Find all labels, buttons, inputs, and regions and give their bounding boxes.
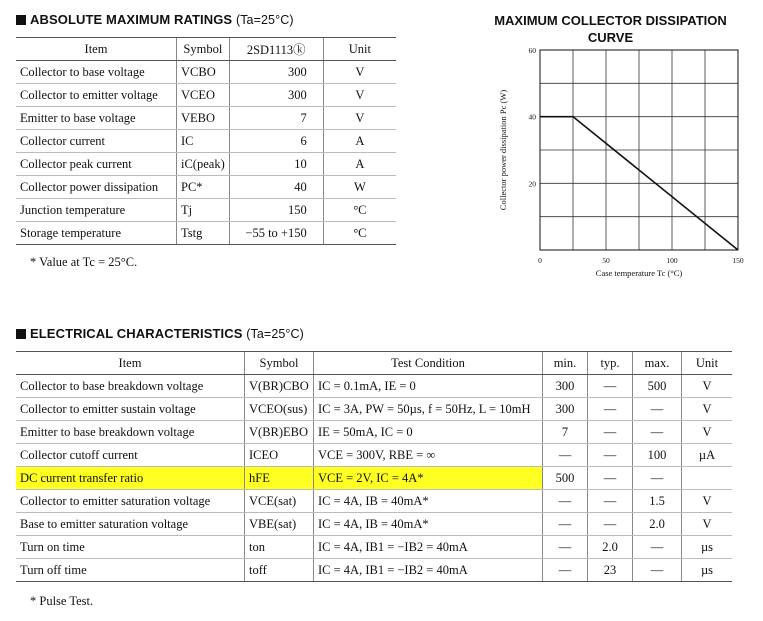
y-tick-label: 20 bbox=[528, 179, 536, 189]
abs-max-unit: V bbox=[323, 107, 396, 130]
abs-max-symbol: Tstg bbox=[177, 222, 230, 245]
table-row bbox=[16, 61, 396, 84]
abs-max-header-item: Item bbox=[16, 38, 177, 61]
table-row bbox=[16, 536, 732, 559]
elec-unit bbox=[682, 467, 733, 490]
elec-symbol: V(BR)EBO bbox=[245, 421, 314, 444]
table-row bbox=[16, 421, 732, 444]
elec-min: — bbox=[543, 444, 588, 467]
table-row bbox=[16, 559, 732, 582]
elec-min: — bbox=[543, 490, 588, 513]
elec-max: 100 bbox=[633, 444, 682, 467]
elec-unit: V bbox=[682, 398, 733, 421]
elec-unit: V bbox=[682, 421, 733, 444]
abs-max-condition: (Ta=25°C) bbox=[235, 13, 294, 27]
abs-max-item: Junction temperature bbox=[16, 199, 177, 222]
table-row bbox=[16, 107, 396, 130]
abs-max-item: Collector current bbox=[16, 130, 177, 153]
abs-max-body bbox=[16, 61, 396, 245]
elec-unit: µs bbox=[682, 559, 733, 582]
abs-max-symbol: iC(peak) bbox=[177, 153, 230, 176]
table-row bbox=[16, 444, 732, 467]
elec-typ: — bbox=[588, 467, 633, 490]
elec-header-min: min. bbox=[543, 352, 588, 375]
y-axis-label: Collector power dissipation Pc (W) bbox=[498, 89, 508, 211]
elec-item: DC current transfer ratio bbox=[16, 467, 245, 490]
table-row bbox=[16, 84, 396, 107]
elec-footnote: * Pulse Test. bbox=[30, 594, 94, 608]
elec-header-typ: typ. bbox=[588, 352, 633, 375]
elec-symbol: VCE(sat) bbox=[245, 490, 314, 513]
abs-max-value: 10 bbox=[229, 153, 323, 176]
y-tick-label: 40 bbox=[528, 112, 536, 122]
abs-max-symbol: IC bbox=[177, 130, 230, 153]
elec-symbol: VCEO(sus) bbox=[245, 398, 314, 421]
elec-unit: V bbox=[682, 490, 733, 513]
abs-max-unit: A bbox=[323, 153, 396, 176]
elec-min: — bbox=[543, 559, 588, 582]
table-row bbox=[16, 375, 732, 398]
elec-typ: — bbox=[588, 398, 633, 421]
elec-condition: IC = 0.1mA, IE = 0 bbox=[314, 375, 543, 398]
elec-condition: VCE = 2V, IC = 4A* bbox=[314, 467, 543, 490]
square-bullet-icon bbox=[16, 15, 26, 25]
abs-max-item: Collector peak current bbox=[16, 153, 177, 176]
abs-max-symbol: VCEO bbox=[177, 84, 230, 107]
abs-max-symbol: Tj bbox=[177, 199, 230, 222]
elec-typ: — bbox=[588, 375, 633, 398]
abs-max-header-row bbox=[16, 38, 396, 61]
abs-max-header-part: 2SD1113ⓚ bbox=[229, 38, 323, 61]
elec-unit: V bbox=[682, 375, 733, 398]
abs-max-item: Collector power dissipation bbox=[16, 176, 177, 199]
elec-title bbox=[16, 326, 304, 341]
abs-max-title bbox=[16, 12, 294, 27]
elec-header-max: max. bbox=[633, 352, 682, 375]
table-row bbox=[16, 467, 732, 490]
elec-symbol: ton bbox=[245, 536, 314, 559]
elec-symbol: VBE(sat) bbox=[245, 513, 314, 536]
elec-max: — bbox=[633, 398, 682, 421]
abs-max-title-text: ABSOLUTE MAXIMUM RATINGS bbox=[30, 12, 233, 27]
abs-max-item: Collector to base voltage bbox=[16, 61, 177, 84]
elec-typ: — bbox=[588, 513, 633, 536]
elec-item: Turn on time bbox=[16, 536, 245, 559]
elec-min: — bbox=[543, 513, 588, 536]
elec-min: 500 bbox=[543, 467, 588, 490]
table-row bbox=[16, 398, 732, 421]
elec-header-symbol: Symbol bbox=[245, 352, 314, 375]
elec-unit: V bbox=[682, 513, 733, 536]
abs-max-value: 300 bbox=[229, 61, 323, 84]
elec-min: 300 bbox=[543, 375, 588, 398]
table-row bbox=[16, 176, 396, 199]
elec-typ: — bbox=[588, 444, 633, 467]
abs-max-unit: V bbox=[323, 61, 396, 84]
abs-max-item: Storage temperature bbox=[16, 222, 177, 245]
elec-title-text: ELECTRICAL CHARACTERISTICS bbox=[30, 326, 243, 341]
elec-unit: µA bbox=[682, 444, 733, 467]
abs-max-item: Collector to emitter voltage bbox=[16, 84, 177, 107]
elec-condition: VCE = 300V, RBE = ∞ bbox=[314, 444, 543, 467]
abs-max-header-unit: Unit bbox=[323, 38, 396, 61]
elec-header-row bbox=[16, 352, 732, 375]
table-row bbox=[16, 222, 396, 245]
table-row bbox=[16, 490, 732, 513]
square-bullet-icon bbox=[16, 329, 26, 339]
elec-symbol: ICEO bbox=[245, 444, 314, 467]
elec-item: Collector to base breakdown voltage bbox=[16, 375, 245, 398]
elec-unit: µs bbox=[682, 536, 733, 559]
abs-max-symbol: VCBO bbox=[177, 61, 230, 84]
x-tick-label: 100 bbox=[666, 256, 678, 265]
abs-max-header-symbol: Symbol bbox=[177, 38, 230, 61]
abs-max-unit: V bbox=[323, 84, 396, 107]
x-tick-label: 150 bbox=[732, 256, 744, 265]
table-row bbox=[16, 199, 396, 222]
elec-typ: — bbox=[588, 490, 633, 513]
abs-max-table bbox=[16, 37, 396, 245]
table-row bbox=[16, 513, 732, 536]
elec-max: — bbox=[633, 467, 682, 490]
table-row bbox=[16, 130, 396, 153]
elec-max: — bbox=[633, 421, 682, 444]
elec-item: Turn off time bbox=[16, 559, 245, 582]
dissipation-chart bbox=[490, 40, 755, 285]
abs-max-footnote: * Value at Tc = 25°C. bbox=[30, 255, 138, 269]
elec-item: Collector to emitter saturation voltage bbox=[16, 490, 245, 513]
elec-min: 7 bbox=[543, 421, 588, 444]
elec-header-unit: Unit bbox=[682, 352, 733, 375]
elec-header-item: Item bbox=[16, 352, 245, 375]
elec-condition: IE = 50mA, IC = 0 bbox=[314, 421, 543, 444]
elec-typ: 2.0 bbox=[588, 536, 633, 559]
elec-condition: (Ta=25°C) bbox=[246, 327, 304, 341]
elec-header-condition: Test Condition bbox=[314, 352, 543, 375]
elec-symbol: hFE bbox=[245, 467, 314, 490]
abs-max-unit: W bbox=[323, 176, 396, 199]
abs-max-unit: °C bbox=[323, 222, 396, 245]
elec-item: Collector to emitter sustain voltage bbox=[16, 398, 245, 421]
elec-typ: — bbox=[588, 421, 633, 444]
elec-max: 500 bbox=[633, 375, 682, 398]
abs-max-unit: °C bbox=[323, 199, 396, 222]
abs-max-value: 300 bbox=[229, 84, 323, 107]
elec-body bbox=[16, 375, 732, 582]
elec-item: Emitter to base breakdown voltage bbox=[16, 421, 245, 444]
elec-condition: IC = 4A, IB = 40mA* bbox=[314, 513, 543, 536]
abs-max-value: 6 bbox=[229, 130, 323, 153]
x-tick-label: 0 bbox=[538, 256, 542, 265]
elec-max: 1.5 bbox=[633, 490, 682, 513]
elec-table bbox=[16, 351, 732, 582]
y-tick-label: 60 bbox=[528, 46, 536, 55]
abs-max-unit: A bbox=[323, 130, 396, 153]
x-tick-label: 50 bbox=[602, 256, 610, 265]
elec-condition: IC = 4A, IB1 = −IB2 = 40mA bbox=[314, 559, 543, 582]
table-row bbox=[16, 153, 396, 176]
abs-max-value: −55 to +150 bbox=[229, 222, 323, 245]
elec-min: — bbox=[543, 536, 588, 559]
elec-symbol: toff bbox=[245, 559, 314, 582]
elec-min: 300 bbox=[543, 398, 588, 421]
elec-max: — bbox=[633, 536, 682, 559]
abs-max-value: 150 bbox=[229, 199, 323, 222]
elec-symbol: V(BR)CBO bbox=[245, 375, 314, 398]
abs-max-value: 7 bbox=[229, 107, 323, 130]
elec-max: 2.0 bbox=[633, 513, 682, 536]
elec-condition: IC = 4A, IB = 40mA* bbox=[314, 490, 543, 513]
abs-max-value: 40 bbox=[229, 176, 323, 199]
chart-title: MAXIMUM COLLECTOR DISSIPATION CURVE bbox=[494, 13, 727, 45]
x-axis-label: Case temperature Tc (°C) bbox=[595, 268, 683, 278]
elec-item: Base to emitter saturation voltage bbox=[16, 513, 245, 536]
abs-max-item: Emitter to base voltage bbox=[16, 107, 177, 130]
abs-max-symbol: VEBO bbox=[177, 107, 230, 130]
elec-condition: IC = 4A, IB1 = −IB2 = 40mA bbox=[314, 536, 543, 559]
elec-typ: 23 bbox=[588, 559, 633, 582]
abs-max-symbol: PC* bbox=[177, 176, 230, 199]
elec-condition: IC = 3A, PW = 50µs, f = 50Hz, L = 10mH bbox=[314, 398, 543, 421]
elec-item: Collector cutoff current bbox=[16, 444, 245, 467]
elec-max: — bbox=[633, 559, 682, 582]
